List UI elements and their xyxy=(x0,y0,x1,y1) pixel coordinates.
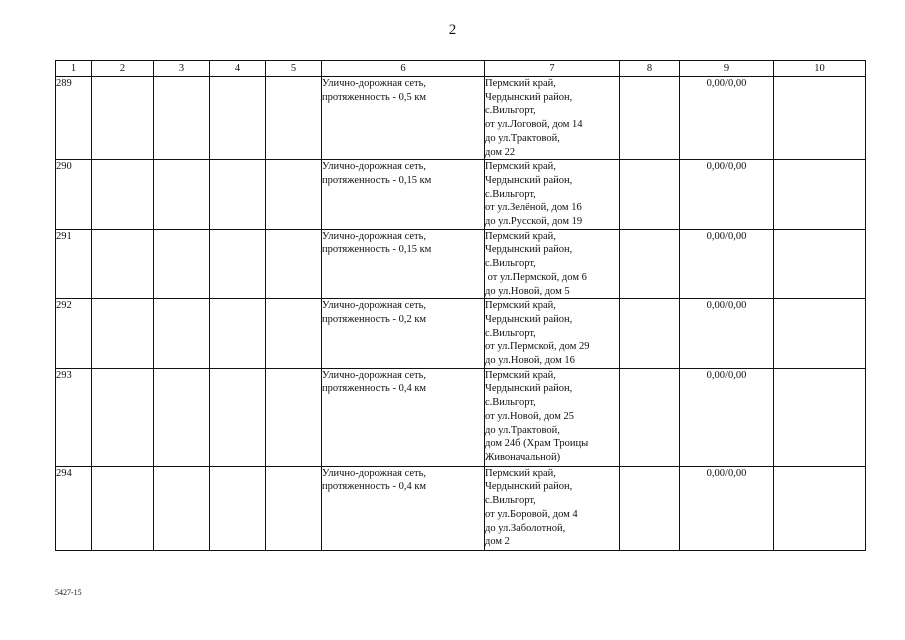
address-line: до ул.Трактовой, xyxy=(485,132,560,144)
address-line: от ул.Новой, дом 25 xyxy=(485,410,574,422)
empty-cell xyxy=(620,160,680,230)
empty-cell xyxy=(266,77,322,160)
empty-cell xyxy=(210,368,266,466)
column-header: 10 xyxy=(774,61,866,77)
empty-cell xyxy=(210,299,266,369)
address-line: с.Вильгорт, xyxy=(485,258,536,270)
empty-cell xyxy=(266,229,322,299)
empty-cell xyxy=(92,229,154,299)
empty-cell xyxy=(620,229,680,299)
value-cell: 0,00/0,00 xyxy=(680,229,774,299)
empty-cell xyxy=(154,466,210,550)
object-name-line: протяженность - 0,15 км xyxy=(322,174,432,186)
address-line: Чердынский район, xyxy=(485,383,573,395)
object-name-cell xyxy=(322,229,485,299)
column-header: 3 xyxy=(154,61,210,77)
column-header: 7 xyxy=(485,61,620,77)
object-name-line: протяженность - 0,5 км xyxy=(322,91,427,103)
empty-cell xyxy=(774,299,866,369)
table-row xyxy=(56,368,866,466)
object-name-cell xyxy=(322,466,485,550)
address-line: от ул.Боровой, дом 4 xyxy=(485,508,578,520)
object-name-line: Улично-дорожная сеть, xyxy=(322,300,427,312)
object-name-cell xyxy=(322,77,485,160)
empty-cell xyxy=(92,77,154,160)
address-cell xyxy=(485,77,620,160)
empty-cell xyxy=(154,160,210,230)
address-line: до ул.Новой, дом 5 xyxy=(485,285,570,297)
address-line: от ул.Пермской, дом 6 xyxy=(485,271,587,283)
table-row xyxy=(56,466,866,550)
empty-cell xyxy=(92,160,154,230)
address-line: до ул.Русской, дом 19 xyxy=(485,216,583,228)
row-number: 293 xyxy=(56,368,92,466)
address-line: с.Вильгорт, xyxy=(485,188,536,200)
document-code: 5427-15 xyxy=(55,588,82,597)
empty-cell xyxy=(210,466,266,550)
address-cell xyxy=(485,368,620,466)
column-header: 2 xyxy=(92,61,154,77)
empty-cell xyxy=(210,160,266,230)
value-cell: 0,00/0,00 xyxy=(680,466,774,550)
object-name-line: протяженность - 0,15 км xyxy=(322,244,432,256)
address-line: Пермский край, xyxy=(485,300,556,312)
column-header: 5 xyxy=(266,61,322,77)
table-row xyxy=(56,77,866,160)
value-cell: 0,00/0,00 xyxy=(680,77,774,160)
address-line: от ул.Пермской, дом 29 xyxy=(485,341,590,353)
object-name-line: протяженность - 0,2 км xyxy=(322,313,427,325)
empty-cell xyxy=(620,299,680,369)
header-row xyxy=(56,61,866,77)
column-header: 8 xyxy=(620,61,680,77)
address-line: дом 2 xyxy=(485,536,510,548)
value-cell: 0,00/0,00 xyxy=(680,160,774,230)
address-line: Пермский край, xyxy=(485,369,556,381)
object-name-line: протяженность - 0,4 км xyxy=(322,383,427,395)
address-line: Пермский край, xyxy=(485,78,556,89)
object-name-cell xyxy=(322,160,485,230)
address-line: до ул.Новой, дом 16 xyxy=(485,355,575,367)
address-line: с.Вильгорт, xyxy=(485,495,536,507)
address-line: с.Вильгорт, xyxy=(485,397,536,409)
empty-cell xyxy=(154,229,210,299)
column-header: 4 xyxy=(210,61,266,77)
empty-cell xyxy=(266,299,322,369)
value-cell: 0,00/0,00 xyxy=(680,299,774,369)
address-line: от ул.Зелёной, дом 16 xyxy=(485,202,582,214)
empty-cell xyxy=(774,160,866,230)
empty-cell xyxy=(774,229,866,299)
page-number: 2 xyxy=(448,22,457,38)
address-cell xyxy=(485,466,620,550)
row-number: 292 xyxy=(56,299,92,369)
table-row xyxy=(56,229,866,299)
empty-cell xyxy=(774,466,866,550)
table-row xyxy=(56,160,866,230)
address-line: Пермский край, xyxy=(485,230,556,242)
empty-cell xyxy=(266,466,322,550)
empty-cell xyxy=(266,160,322,230)
address-line: от ул.Логовой, дом 14 xyxy=(485,119,583,131)
empty-cell xyxy=(620,77,680,160)
object-name-line: Улично-дорожная сеть, xyxy=(322,369,427,381)
object-name-line: протяженность - 0,4 км xyxy=(322,481,427,493)
object-name-line: Улично-дорожная сеть, xyxy=(322,161,427,173)
address-line: Чердынский район, xyxy=(485,174,573,186)
empty-cell xyxy=(210,77,266,160)
empty-cell xyxy=(92,368,154,466)
address-cell xyxy=(485,229,620,299)
address-line: Пермский край, xyxy=(485,467,556,479)
row-number: 294 xyxy=(56,466,92,550)
row-number: 291 xyxy=(56,229,92,299)
address-line: с.Вильгорт, xyxy=(485,327,536,339)
empty-cell xyxy=(774,368,866,466)
address-line: дом 22 xyxy=(485,146,516,158)
empty-cell xyxy=(266,368,322,466)
address-line: до ул.Заболотной, xyxy=(485,522,566,534)
address-line: Чердынский район, xyxy=(485,91,573,103)
address-cell xyxy=(485,160,620,230)
empty-cell xyxy=(92,299,154,369)
address-line: Чердынский район, xyxy=(485,244,573,256)
address-line: с.Вильгорт, xyxy=(485,105,536,117)
object-name-line: Улично-дорожная сеть, xyxy=(322,467,427,479)
empty-cell xyxy=(154,368,210,466)
empty-cell xyxy=(210,229,266,299)
object-name-cell xyxy=(322,299,485,369)
empty-cell xyxy=(620,368,680,466)
column-header: 6 xyxy=(322,61,485,77)
table-row xyxy=(56,299,866,369)
row-number: 289 xyxy=(56,77,92,160)
value-cell: 0,00/0,00 xyxy=(680,368,774,466)
address-line: дом 24б (Храм Троицы xyxy=(485,438,589,450)
empty-cell xyxy=(154,77,210,160)
row-number: 290 xyxy=(56,160,92,230)
empty-cell xyxy=(774,77,866,160)
address-line: Чердынский район, xyxy=(485,481,573,493)
address-line: до ул.Трактовой, xyxy=(485,424,560,436)
empty-cell xyxy=(154,299,210,369)
address-line: Пермский край, xyxy=(485,161,556,173)
object-name-line: Улично-дорожная сеть, xyxy=(322,78,427,89)
column-header: 9 xyxy=(680,61,774,77)
address-line: Живоначальной) xyxy=(485,451,561,463)
column-header: 1 xyxy=(56,61,92,77)
address-cell xyxy=(485,299,620,369)
empty-cell xyxy=(92,466,154,550)
empty-cell xyxy=(620,466,680,550)
registry-table xyxy=(55,60,866,551)
object-name-cell xyxy=(322,368,485,466)
object-name-line: Улично-дорожная сеть, xyxy=(322,230,427,242)
address-line: Чердынский район, xyxy=(485,313,573,325)
